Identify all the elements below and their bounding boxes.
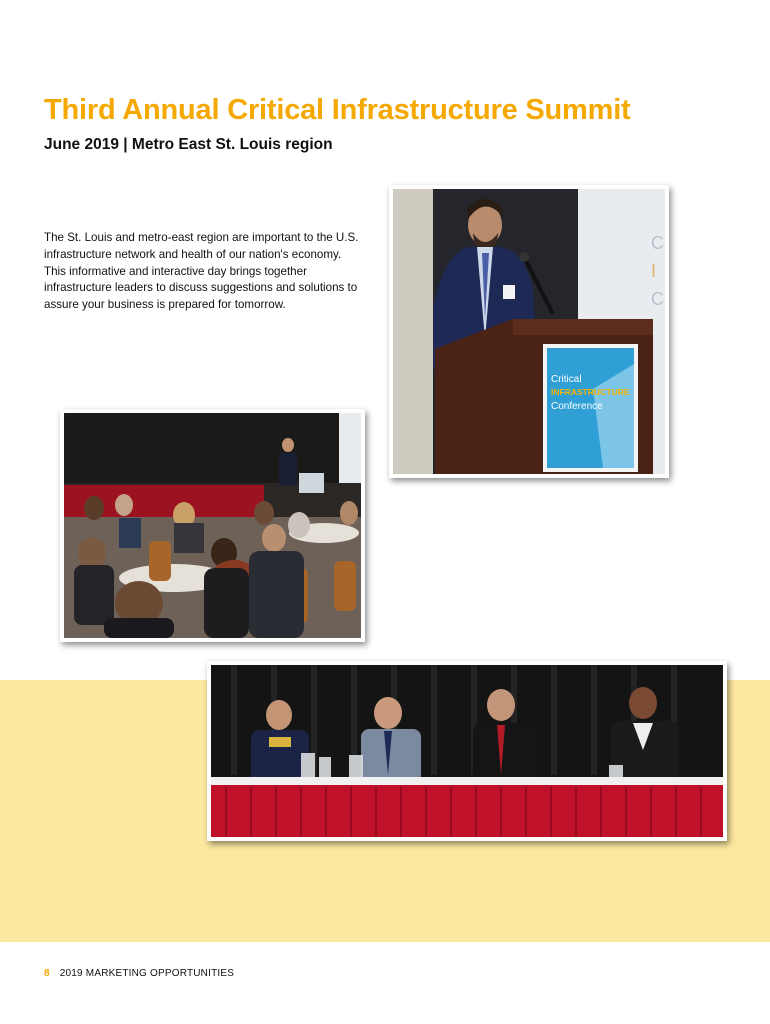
svg-text:C: C xyxy=(651,289,664,309)
footer-section-label: 2019 MARKETING OPPORTUNITIES xyxy=(59,968,235,979)
speaker-photo xyxy=(389,185,669,478)
page-title: Third Annual Critical Infrastructure Summit xyxy=(44,94,631,126)
page-footer xyxy=(44,968,234,979)
podium-sign-line1: Critical xyxy=(551,374,582,385)
intro-paragraph: The St. Louis and metro-east region are important to the U.S. infrastructure network and health of our nation's economy. This informative and interactive day brings together infrastructure leaders to discuss suggestions and solutions to assure your business is prepared for tomorrow. xyxy=(44,231,359,312)
svg-text:I: I xyxy=(651,261,657,281)
svg-text:C: C xyxy=(651,233,664,253)
audience-photo xyxy=(60,409,365,642)
page-subtitle: June 2019 | Metro East St. Louis region xyxy=(44,136,333,153)
podium-sign-line2: INFRASTRUCTURE xyxy=(551,387,630,397)
panel-discussion-photo xyxy=(207,661,727,841)
page-number: 8 xyxy=(44,968,50,979)
podium-sign-line3: Conference xyxy=(551,401,603,412)
